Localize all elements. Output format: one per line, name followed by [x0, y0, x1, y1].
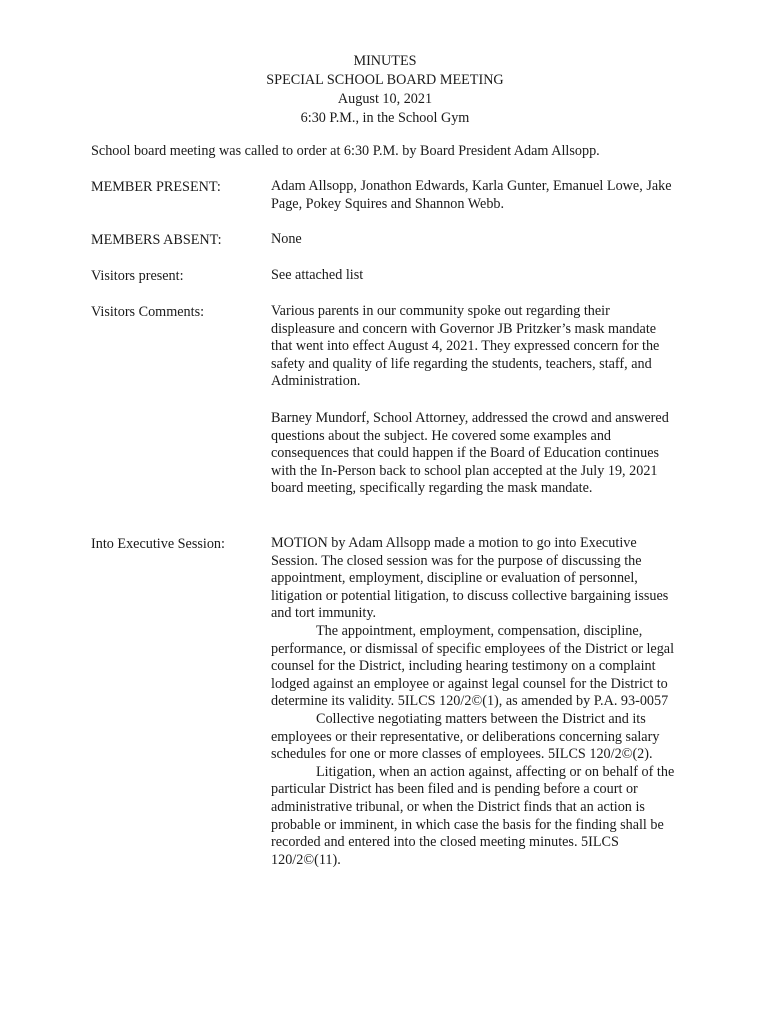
header-date: August 10, 2021 — [337, 91, 433, 107]
members-absent-value — [271, 231, 691, 249]
document-header — [0, 52, 770, 128]
members-absent-text: None — [271, 231, 302, 247]
visitors-comments-para-2: Barney Mundorf, School Attorney, addressed the crowd and answered questions about the subject. He covered some examples and consequences that could happen if the Board of Education continues with the In-Person back to school plan accepted at the July 19, 2021 board meeting, specifically regarding the mask mandate. — [271, 410, 669, 497]
visitors-present-value — [271, 267, 691, 285]
executive-session-appointment: The appointment, employment, compensation, discipline, performance, or dismissal of specific employees of the District or legal counsel for the District, including hearing testimony on a complaint lodged against an employee or against legal counsel for the District to determine its validity. 5ILCS 120/2©(1), as amended by P.A. 93-0057 — [271, 622, 675, 710]
header-time-location: 6:30 P.M., in the School Gym — [300, 110, 470, 126]
executive-session-litigation: Litigation, when an action against, affecting or on behalf of the particular District has been filed and is pending before a court or administrative tribunal, or when the District finds that an action is probable or imminent, in which case the basis for the finding shall be recorded and entered into the closed meeting minutes. 5ILCS 120/2©(11). — [271, 763, 675, 868]
members-present-text: Adam Allsopp, Jonathon Edwards, Karla Gunter, Emanuel Lowe, Jake Page, Pokey Squires and Shannon Webb. — [271, 178, 672, 212]
executive-session-motion: MOTION by Adam Allsopp made a motion to go into Executive Session. The closed session was for the purpose of discussing the appointment, employment, discipline or evaluation of personnel, litigation or potential litigation, to discuss collective bargaining issues and tort immunity. — [271, 535, 669, 622]
visitors-comments-para-1: Various parents in our community spoke out regarding their displeasure and concern with Governor JB Pritzker’s mask mandate that went into effect August 4, 2021. They expressed concern for the safety and quality of life regarding the students, teachers, staff, and Administration. — [271, 303, 660, 390]
executive-session-value — [271, 535, 683, 869]
members-present-value — [271, 178, 681, 213]
members-absent-label: MEMBERS ABSENT: — [91, 232, 222, 248]
visitors-comments-value — [271, 303, 663, 391]
visitors-present-text: See attached list — [271, 267, 364, 283]
visitors-present-label: Visitors present: — [91, 268, 184, 284]
members-present-label: MEMBER PRESENT: — [91, 179, 221, 195]
visitors-comments-value-2 — [271, 410, 681, 498]
executive-session-label: Into Executive Session: — [91, 536, 225, 552]
header-meeting-type: SPECIAL SCHOOL BOARD MEETING — [266, 72, 504, 88]
visitors-comments-label: Visitors Comments: — [91, 304, 205, 320]
executive-session-collective: Collective negotiating matters between the District and its employees or their representative, or deliberations concerning salary schedules for one or more classes of employees. 5ILCS 120/2©(2). — [271, 710, 660, 763]
intro-text: School board meeting was called to order at 6:30 P.M. by Board President Adam Allsopp. — [91, 143, 600, 159]
header-title: MINUTES — [353, 53, 417, 69]
